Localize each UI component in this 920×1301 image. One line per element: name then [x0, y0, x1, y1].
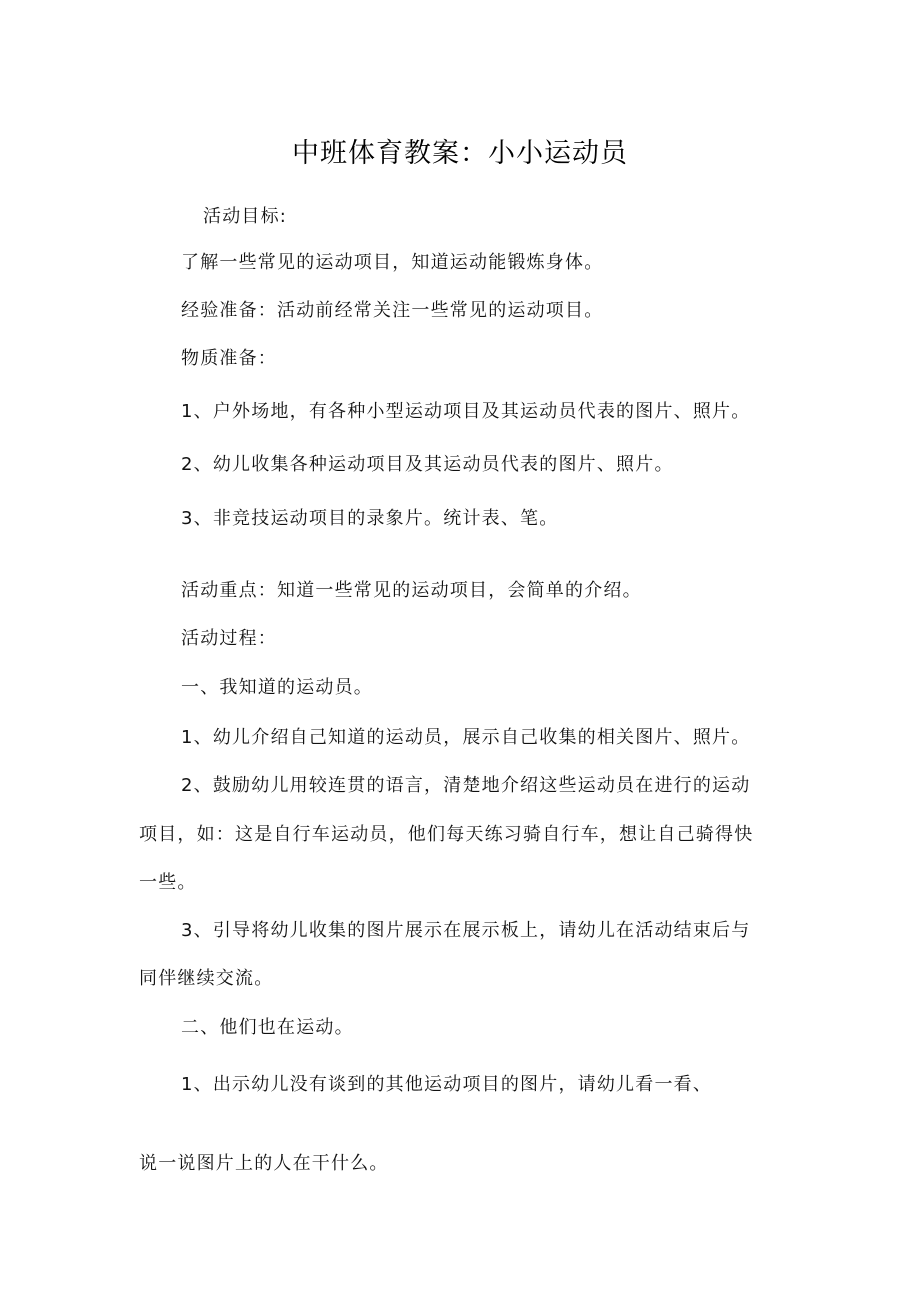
section-one-item-1: 1、幼儿介绍自己知道的运动员，展示自己收集的相关图片、照片。 — [181, 727, 751, 748]
section-two-heading: 二、他们也在运动。 — [181, 1017, 354, 1038]
section-two-item-1-line-1: 1、出示幼儿没有谈到的其他运动项目的图片，请幼儿看一看、 — [181, 1074, 713, 1095]
section-one-item-2-line-2: 项目，如：这是自行车运动员，他们每天练习骑自行车，想让自己骑得快 — [139, 824, 754, 845]
section-two-item-1-line-2: 说一说图片上的人在干什么。 — [139, 1153, 389, 1174]
section-one-item-2-line-3: 一些。 — [139, 872, 197, 893]
activity-goal-text: 了解一些常见的运动项目，知道运动能锻炼身体。 — [181, 252, 604, 273]
section-one-heading: 一、我知道的运动员。 — [181, 677, 373, 698]
section-one-item-3-line-2: 同伴继续交流。 — [139, 968, 274, 989]
material-prep-heading: 物质准备： — [181, 348, 277, 369]
material-item-2: 2、幼儿收集各种运动项目及其运动员代表的图片、照片。 — [181, 454, 674, 475]
section-one-item-3-line-1: 3、引导将幼儿收集的图片展示在展示板上，请幼儿在活动结束后与 — [181, 920, 751, 941]
material-item-3: 3、非竞技运动项目的录象片。统计表、笔。 — [181, 508, 559, 529]
activity-goal-heading: 活动目标: — [203, 206, 288, 227]
experience-prep-text: 经验准备：活动前经常关注一些常见的运动项目。 — [181, 300, 604, 321]
section-one-item-2-line-1: 2、鼓励幼儿用较连贯的语言，清楚地介绍这些运动员在进行的运动 — [181, 775, 751, 796]
material-item-1: 1、户外场地，有各种小型运动项目及其运动员代表的图片、照片。 — [181, 401, 751, 422]
activity-focus-text: 活动重点：知道一些常见的运动项目，会简单的介绍。 — [181, 580, 642, 601]
document-title: 中班体育教案：小小运动员 — [292, 138, 628, 169]
activity-process-heading: 活动过程： — [181, 628, 277, 649]
